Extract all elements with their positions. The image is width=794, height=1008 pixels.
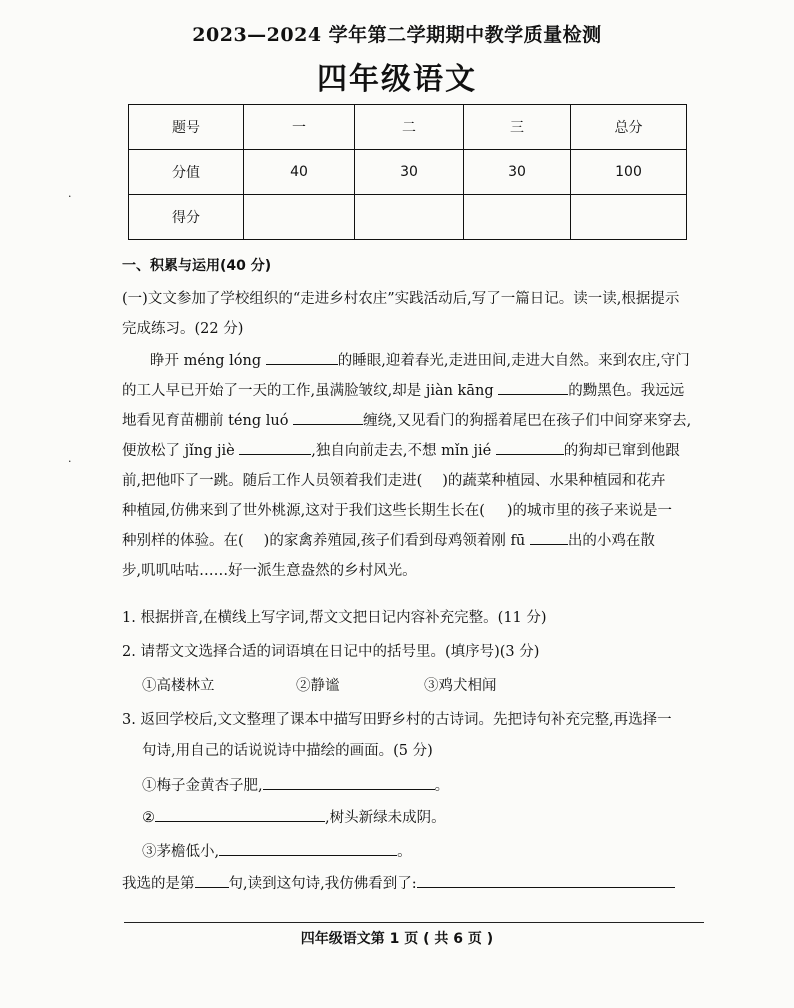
answer-blank[interactable]	[293, 408, 363, 425]
table-cell: 题号	[129, 105, 244, 150]
answer-blank[interactable]	[219, 839, 397, 856]
binding-mark: ·	[68, 455, 72, 468]
diary-text: )的城市里的孩子来说是一	[506, 503, 673, 519]
diary-text: 缠绕,又见看门的狗摇着尾巴在孩子们中间穿来穿去,	[363, 413, 692, 429]
diary-text: 的工人早已开始了一天的工作,虽满脸皱纹,却是 jiàn kāng	[122, 383, 494, 399]
diary-text: 种植园,仿佛来到了世外桃源,这对于我们这些长期生长在(	[122, 503, 485, 519]
diary-text: 便放松了 jǐng jiè	[122, 443, 235, 459]
diary-line	[122, 406, 694, 436]
poem-text: ②	[142, 810, 155, 826]
diary-text: 的狗却已窜到他跟	[563, 443, 680, 459]
poem-period: 。	[434, 778, 450, 794]
diary-text: 前,把他吓了一跳。随后工作人员领着我们走进(	[122, 473, 423, 489]
question-3-cont: 句诗,用自己的话说说诗中描绘的画面。(5 分)	[142, 743, 433, 759]
answer-line[interactable]	[124, 922, 704, 923]
diary-text: 地看见育苗棚前 téng luó	[122, 413, 289, 429]
table-cell: 三	[464, 105, 571, 150]
answer-blank[interactable]	[263, 773, 435, 790]
table-row	[129, 150, 687, 195]
table-cell: 分值	[129, 150, 244, 195]
poem-text: ③茅檐低小,	[142, 844, 220, 860]
intro-line: 完成练习。(22 分)	[122, 321, 244, 337]
answer-blank[interactable]	[498, 378, 568, 395]
diary-text: 出的小鸡在散	[567, 533, 655, 549]
poem-line-1	[142, 773, 449, 795]
answer-blank[interactable]	[155, 805, 325, 822]
choice-line	[122, 871, 675, 893]
table-cell: 一	[244, 105, 355, 150]
diary-line	[122, 346, 694, 376]
intro-line: (一)文文参加了学校组织的“走进乡村农庄”实践活动后,写了一篇日记。读一读,根据提示	[122, 291, 680, 307]
q2-option-2: ②静谧	[296, 678, 340, 694]
question-2: 2. 请帮文文选择合适的词语填在日记中的括号里。(填序号)(3 分)	[122, 644, 540, 660]
answer-blank[interactable]	[266, 348, 338, 365]
section-heading: 一、积累与运用(40 分)	[122, 258, 272, 274]
poem-line-3	[142, 839, 412, 861]
table-cell: 二	[355, 105, 464, 150]
table-cell: 总分	[571, 105, 687, 150]
question-3: 3. 返回学校后,文文整理了课本中描写田野乡村的古诗词。先把诗句补充完整,再选择一	[122, 712, 672, 728]
question-1: 1. 根据拼音,在横线上写字词,帮文文把日记内容补充完整。(11 分)	[122, 610, 547, 626]
choice-text: 我选的是第	[122, 876, 195, 892]
diary-text: ,独自向前走去,不想 mǐn jié	[311, 443, 492, 459]
answer-blank[interactable]	[417, 871, 675, 888]
table-cell: 30	[355, 150, 464, 195]
diary-paragraph	[122, 346, 694, 586]
diary-line	[122, 526, 694, 556]
score-input-cell[interactable]	[571, 195, 687, 240]
table-row	[129, 105, 687, 150]
q2-option-3: ③鸡犬相闻	[424, 678, 497, 694]
diary-line	[122, 556, 694, 586]
answer-blank[interactable]	[496, 438, 564, 455]
table-cell: 100	[571, 150, 687, 195]
diary-line	[122, 436, 694, 466]
diary-text: 睁开 méng lóng	[150, 353, 262, 369]
answer-blank[interactable]	[530, 528, 568, 545]
score-input-cell[interactable]	[244, 195, 355, 240]
table-cell: 得分	[129, 195, 244, 240]
table-row	[129, 195, 687, 240]
answer-blank[interactable]	[239, 438, 311, 455]
score-input-cell[interactable]	[464, 195, 571, 240]
intro-paragraph	[122, 284, 694, 344]
answer-blank[interactable]	[195, 871, 229, 888]
diary-text: )的家禽养殖园,孩子们看到母鸡领着刚 fū	[263, 533, 526, 549]
diary-line	[122, 376, 694, 406]
page-footer: 四年级语文第 1 页 ( 共 6 页 )	[300, 931, 494, 947]
diary-line	[122, 466, 694, 496]
diary-text: 的黝黑色。我远远	[568, 383, 685, 399]
table-cell: 40	[244, 150, 355, 195]
table-cell: 30	[464, 150, 571, 195]
diary-text: )的蔬菜种植园、水果种植园和花卉	[442, 473, 666, 489]
score-input-cell[interactable]	[355, 195, 464, 240]
diary-text: 步,叽叽咕咕……好一派生意盎然的乡村风光。	[122, 563, 417, 579]
binding-mark: ·	[68, 190, 72, 203]
choice-text: 句,读到这句诗,我仿佛看到了:	[228, 876, 417, 892]
score-table	[128, 104, 687, 240]
diary-text: 的睡眼,迎着春光,走进田间,走进大自然。来到农庄,守门	[337, 353, 690, 369]
poem-period: 。	[397, 844, 412, 860]
poem-text: ①梅子金黄杏子肥,	[142, 778, 263, 794]
diary-text: 种别样的体验。在(	[122, 533, 244, 549]
exam-title: 2023—2024 学年第二学期期中教学质量检测	[192, 24, 602, 46]
subject-title: 四年级语文	[317, 62, 477, 97]
diary-line	[122, 496, 694, 526]
q2-option-1: ①高楼林立	[142, 678, 215, 694]
poem-text: ,树头新绿未成阴。	[325, 810, 446, 826]
poem-line-2	[142, 805, 446, 827]
